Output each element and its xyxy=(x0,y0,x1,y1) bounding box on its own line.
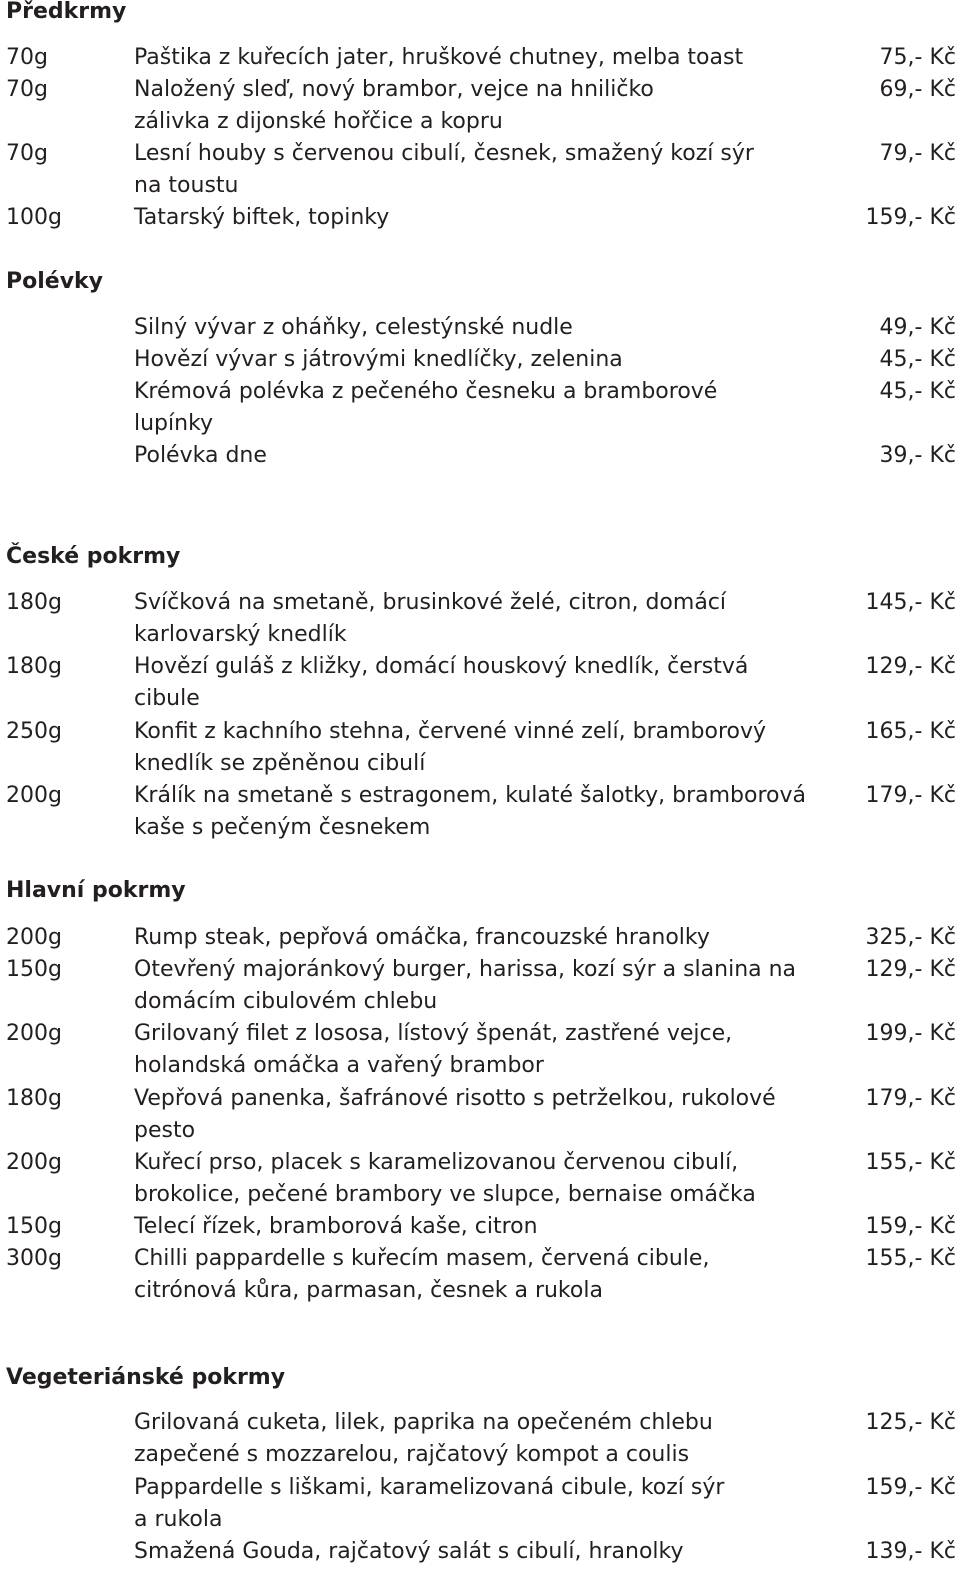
item-weight: 200g xyxy=(6,1021,62,1046)
item-price: 75,- Kč xyxy=(879,45,956,70)
item-price: 129,- Kč xyxy=(865,957,956,982)
item-description-line: Tatarský biftek, topinky xyxy=(134,205,390,230)
item-description-line: Svíčková na smetaně, brusinkové želé, citron, domácí xyxy=(134,590,727,615)
item-price: 145,- Kč xyxy=(865,590,956,615)
item-price: 159,- Kč xyxy=(865,1214,956,1239)
section-title-ceske-pokrmy: České pokrmy xyxy=(6,544,181,569)
item-price: 49,- Kč xyxy=(879,315,956,340)
item-description-line: Konfit z kachního stehna, červené vinné zelí, bramborový xyxy=(134,719,767,744)
item-weight: 200g xyxy=(6,783,62,808)
item-weight: 100g xyxy=(6,205,62,230)
item-weight: 200g xyxy=(6,1150,62,1175)
section-title-hlavni-pokrmy: Hlavní pokrmy xyxy=(6,878,186,903)
item-description-line: zálivka z dijonské hořčice a kopru xyxy=(134,109,503,134)
item-price: 179,- Kč xyxy=(865,783,956,808)
item-price: 79,- Kč xyxy=(879,141,956,166)
item-price: 139,- Kč xyxy=(865,1539,956,1564)
item-price: 159,- Kč xyxy=(865,1475,956,1500)
item-price: 179,- Kč xyxy=(865,1086,956,1111)
item-description-line: Hovězí vývar s játrovými knedlíčky, zelenina xyxy=(134,347,623,372)
item-description-line: Paštika z kuřecích jater, hruškové chutney, melba toast xyxy=(134,45,744,70)
item-weight: 180g xyxy=(6,590,62,615)
section-title-polevky: Polévky xyxy=(6,269,104,294)
item-weight: 70g xyxy=(6,77,48,102)
item-weight: 250g xyxy=(6,719,62,744)
item-weight: 200g xyxy=(6,925,62,950)
item-description-line: Chilli pappardelle s kuřecím masem, červená cibule, xyxy=(134,1246,710,1271)
item-weight: 180g xyxy=(6,654,62,679)
item-description-line: Smažená Gouda, rajčatový salát s cibulí, hranolky xyxy=(134,1539,684,1564)
item-weight: 70g xyxy=(6,45,48,70)
item-description-line: brokolice, pečené brambory ve slupce, bernaise omáčka xyxy=(134,1182,756,1207)
item-weight: 70g xyxy=(6,141,48,166)
item-description-line: knedlík se zpěněnou cibulí xyxy=(134,751,426,776)
item-description-line: Grilovaný filet z lososa, lístový špenát, zastřené vejce, xyxy=(134,1021,733,1046)
item-weight: 180g xyxy=(6,1086,62,1111)
item-description-line: Rump steak, pepřová omáčka, francouzské hranolky xyxy=(134,925,710,950)
item-price: 325,- Kč xyxy=(865,925,956,950)
item-description-line: Telecí řízek, bramborová kaše, citron xyxy=(134,1214,538,1239)
item-price: 39,- Kč xyxy=(879,443,956,468)
item-description-line: Lesní houby s červenou cibulí, česnek, smažený kozí sýr xyxy=(134,141,754,166)
item-price: 159,- Kč xyxy=(865,205,956,230)
item-weight: 150g xyxy=(6,957,62,982)
item-description-line: Otevřený majoránkový burger, harissa, kozí sýr a slanina na xyxy=(134,957,797,982)
item-description-line: Kuřecí prso, placek s karamelizovanou červenou cibulí, xyxy=(134,1150,739,1175)
item-description-line: lupínky xyxy=(134,411,214,436)
item-description-line: zapečené s mozzarelou, rajčatový kompot a coulis xyxy=(134,1442,690,1467)
item-description-line: Grilovaná cuketa, lilek, paprika na opečeném chlebu xyxy=(134,1410,713,1435)
item-price: 165,- Kč xyxy=(865,719,956,744)
item-price: 45,- Kč xyxy=(879,347,956,372)
item-description-line: citrónová kůra, parmasan, česnek a rukola xyxy=(134,1278,603,1303)
section-title-vegeterianske-pokrmy: Vegeteriánské pokrmy xyxy=(6,1365,286,1390)
item-description-line: Hovězí guláš z kližky, domácí houskový knedlík, čerstvá xyxy=(134,654,749,679)
item-description-line: Polévka dne xyxy=(134,443,267,468)
item-price: 69,- Kč xyxy=(879,77,956,102)
item-description-line: Naložený sleď, nový brambor, vejce na hniličko xyxy=(134,77,654,102)
item-description-line: Vepřová panenka, šafránové risotto s petrželkou, rukolové xyxy=(134,1086,776,1111)
item-price: 199,- Kč xyxy=(865,1021,956,1046)
item-price: 129,- Kč xyxy=(865,654,956,679)
section-title-predkrmy: Předkrmy xyxy=(6,0,127,24)
item-price: 155,- Kč xyxy=(865,1246,956,1271)
item-description-line: a rukola xyxy=(134,1507,223,1532)
item-description-line: Silný vývar z oháňky, celestýnské nudle xyxy=(134,315,573,340)
item-description-line: holandská omáčka a vařený brambor xyxy=(134,1053,544,1078)
item-description-line: kaše s pečeným česnekem xyxy=(134,815,431,840)
item-weight: 150g xyxy=(6,1214,62,1239)
item-price: 155,- Kč xyxy=(865,1150,956,1175)
item-description-line: Králík na smetaně s estragonem, kulaté šalotky, bramborová xyxy=(134,783,806,808)
item-description-line: Pappardelle s liškami, karamelizovaná cibule, kozí sýr xyxy=(134,1475,725,1500)
item-description-line: pesto xyxy=(134,1118,196,1143)
item-description-line: na toustu xyxy=(134,173,239,198)
item-price: 125,- Kč xyxy=(865,1410,956,1435)
item-description-line: domácím cibulovém chlebu xyxy=(134,989,438,1014)
item-description-line: Krémová polévka z pečeného česneku a bramborové xyxy=(134,379,718,404)
item-weight: 300g xyxy=(6,1246,62,1271)
item-description-line: karlovarský knedlík xyxy=(134,622,347,647)
item-description-line: cibule xyxy=(134,686,200,711)
item-price: 45,- Kč xyxy=(879,379,956,404)
